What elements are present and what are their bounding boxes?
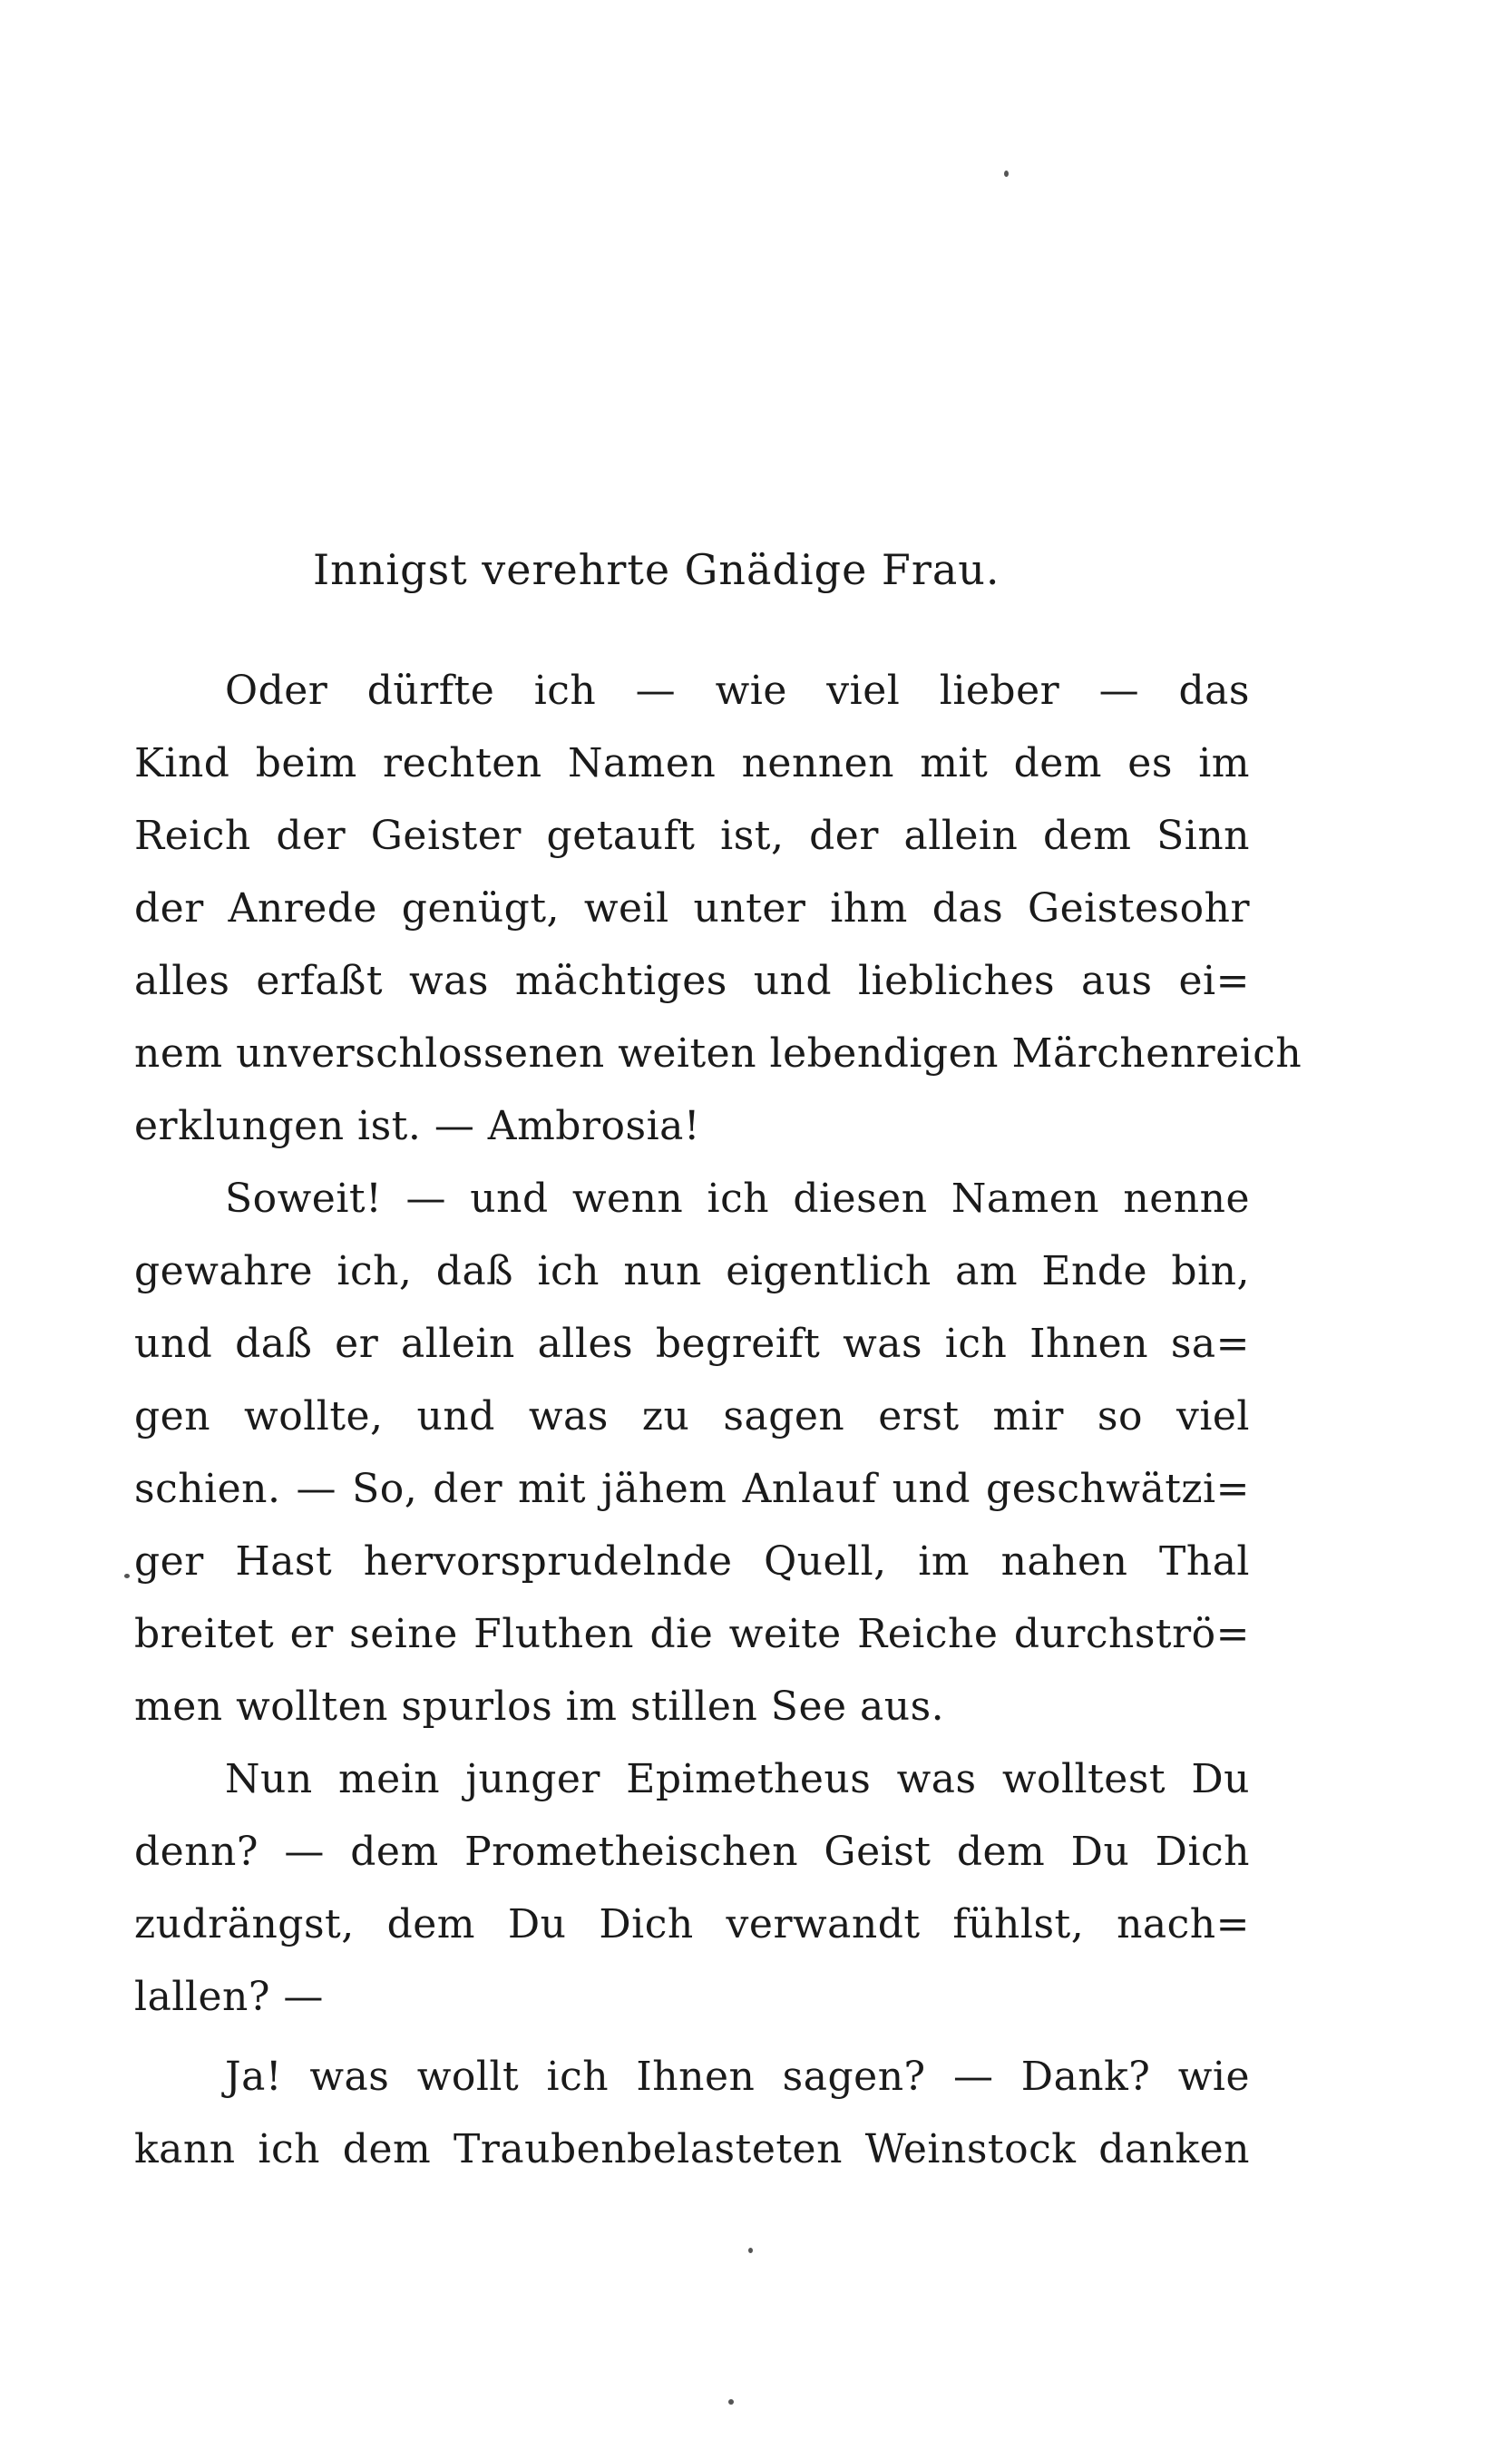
paragraph <box>134 655 1302 1163</box>
text-line: denn? — dem Prometheischen Geist dem Du Dich <box>134 1829 1250 1875</box>
ink-speck <box>748 2248 753 2253</box>
letter-body <box>134 655 1302 2186</box>
text-line: und daß er allein alles begreift was ich Ihnen sa= <box>134 1321 1250 1367</box>
text-line: Reich der Geister getauft ist, der allein dem Sinn <box>134 813 1250 859</box>
paragraph <box>134 2041 1250 2186</box>
text-line: gen wollte, und was zu sagen erst mir so viel <box>134 1393 1250 1440</box>
ink-speck <box>1004 171 1009 177</box>
text-line: Kind beim rechten Namen nennen mit dem es im <box>134 740 1250 786</box>
text-line: Nun mein junger Epimetheus was wolltest Du <box>225 1756 1250 1802</box>
text-line: Soweit! — und wenn ich diesen Namen nenne <box>225 1176 1250 1222</box>
text-line: alles erfaßt was mächtiges und liebliches aus ei= <box>134 958 1250 1004</box>
text-line: Ja! was wollt ich Ihnen sagen? — Dank? wie <box>225 2054 1250 2100</box>
text-line: ger Hast hervorsprudelnde Quell, im nahen Thal <box>134 1538 1250 1585</box>
paragraph <box>134 1743 1250 2034</box>
text-line: der Anrede genügt, weil unter ihm das Geistesohr <box>134 885 1250 932</box>
ink-speck <box>728 2399 734 2405</box>
text-line: breitet er seine Fluthen die weite Reiche durchströ= <box>134 1611 1250 1657</box>
ink-speck <box>124 1574 130 1578</box>
text-line: lallen? — <box>134 1974 324 2020</box>
salutation-heading: Innigst verehrte Gnädige Frau. <box>313 545 1000 594</box>
text-line: Oder dürfte ich — wie viel lieber — das <box>225 668 1250 714</box>
text-line: zudrängst, dem Du Dich verwandt fühlst, nach= <box>134 1901 1250 1947</box>
paragraph <box>134 1163 1250 1743</box>
text-line: gewahre ich, daß ich nun eigentlich am Ende bin, <box>134 1248 1250 1294</box>
text-line: erklungen ist. — Ambrosia! <box>134 1103 701 1149</box>
text-line: schien. — So, der mit jähem Anlauf und geschwätzi= <box>134 1466 1250 1512</box>
text-line: men wollten spurlos im stillen See aus. <box>134 1684 945 1730</box>
text-line: kann ich dem Traubenbelasteten Weinstock danken <box>134 2126 1250 2172</box>
paragraph-gap <box>134 2034 1250 2041</box>
text-line: nem unverschlossenen weiten lebendigen Märchenreich <box>134 1030 1302 1077</box>
